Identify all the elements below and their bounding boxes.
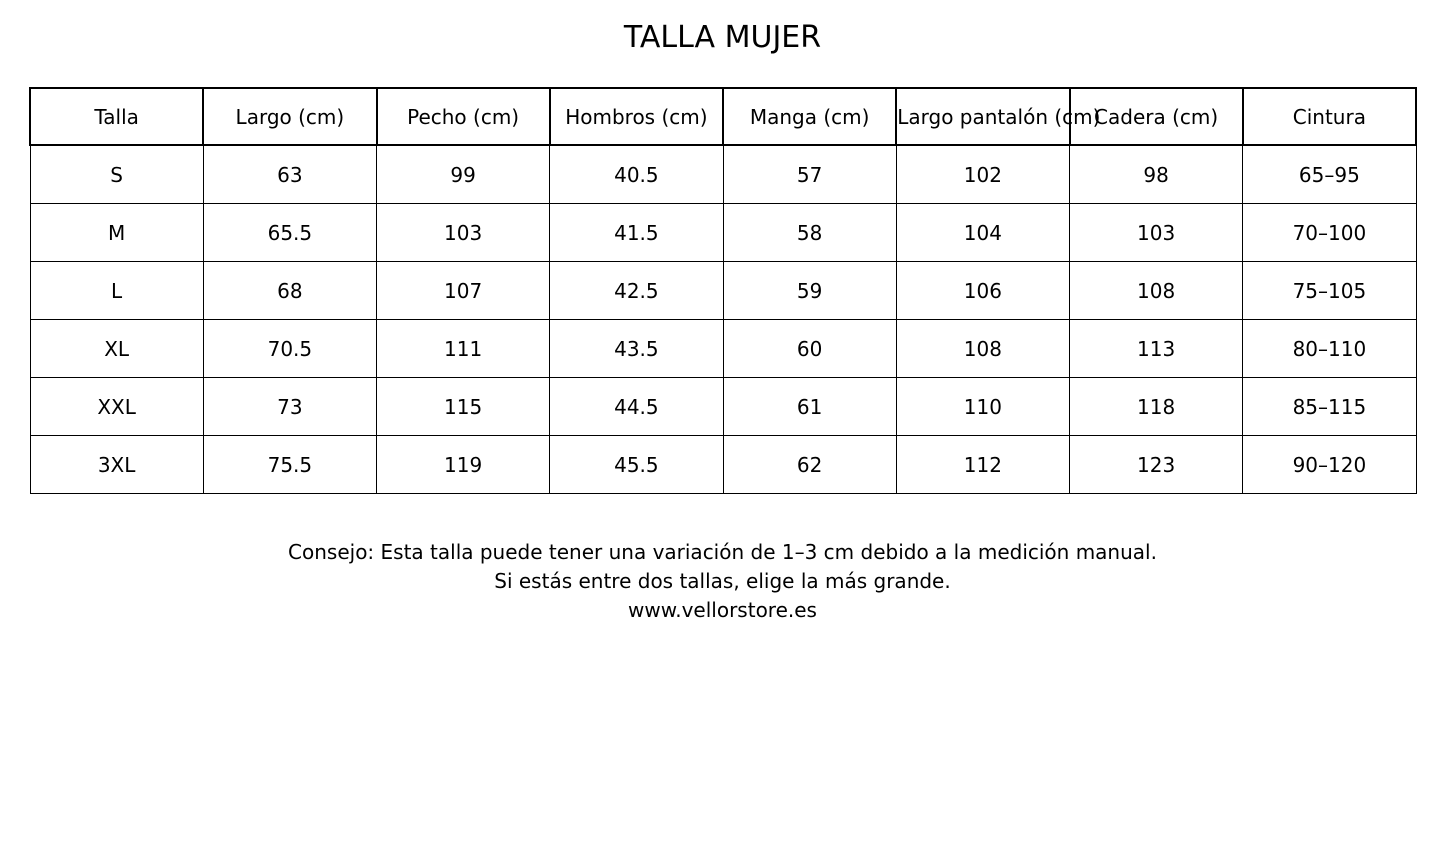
sizing-advice-text: Si estás entre dos tallas, elige la más grande. bbox=[494, 569, 951, 593]
table-header-row bbox=[30, 88, 1416, 145]
table-cell: 60 bbox=[723, 320, 896, 378]
table-cell: 112 bbox=[896, 436, 1069, 494]
table-cell: XXL bbox=[30, 378, 203, 436]
table-cell: 44.5 bbox=[550, 378, 723, 436]
table-row bbox=[30, 378, 1416, 436]
table-cell: 65–95 bbox=[1243, 145, 1416, 204]
table-cell: 65.5 bbox=[203, 204, 376, 262]
table-cell: 61 bbox=[723, 378, 896, 436]
table-cell: 57 bbox=[723, 145, 896, 204]
table-cell: 115 bbox=[377, 378, 550, 436]
table-cell: 43.5 bbox=[550, 320, 723, 378]
column-header-pecho: Pecho (cm) bbox=[377, 88, 550, 145]
table-cell: 62 bbox=[723, 436, 896, 494]
table-cell: 42.5 bbox=[550, 262, 723, 320]
page-title: TALLA MUJER bbox=[623, 20, 822, 55]
table-cell: 75–105 bbox=[1243, 262, 1416, 320]
table-cell: L bbox=[30, 262, 203, 320]
column-header-talla: Talla bbox=[30, 88, 203, 145]
table-cell: 85–115 bbox=[1243, 378, 1416, 436]
table-cell: 99 bbox=[377, 145, 550, 204]
column-header-hombros: Hombros (cm) bbox=[550, 88, 723, 145]
table-cell: 73 bbox=[203, 378, 376, 436]
table-cell: 108 bbox=[1070, 262, 1243, 320]
table-cell: 108 bbox=[896, 320, 1069, 378]
table-cell: 113 bbox=[1070, 320, 1243, 378]
table-row bbox=[30, 145, 1416, 204]
sizing-note bbox=[0, 538, 1445, 625]
table-cell: 104 bbox=[896, 204, 1069, 262]
table-cell: M bbox=[30, 204, 203, 262]
table-cell: 40.5 bbox=[550, 145, 723, 204]
table-cell: 123 bbox=[1070, 436, 1243, 494]
sizing-tip-text: Consejo: Esta talla puede tener una variación de 1–3 cm debido a la medición manual. bbox=[288, 540, 1157, 564]
table-cell: 70.5 bbox=[203, 320, 376, 378]
table-cell: 118 bbox=[1070, 378, 1243, 436]
table-cell: 110 bbox=[896, 378, 1069, 436]
table-row bbox=[30, 262, 1416, 320]
size-chart-table bbox=[29, 87, 1417, 494]
table-cell: 106 bbox=[896, 262, 1069, 320]
table-cell: 41.5 bbox=[550, 204, 723, 262]
table-cell: S bbox=[30, 145, 203, 204]
table-cell: 80–110 bbox=[1243, 320, 1416, 378]
column-header-largo-pantalon: Largo pantalón (cm) bbox=[896, 88, 1069, 145]
table-cell: 75.5 bbox=[203, 436, 376, 494]
table-cell: 70–100 bbox=[1243, 204, 1416, 262]
table-cell: 103 bbox=[1070, 204, 1243, 262]
table-cell: 107 bbox=[377, 262, 550, 320]
table-cell: 3XL bbox=[30, 436, 203, 494]
table-row bbox=[30, 320, 1416, 378]
table-cell: 98 bbox=[1070, 145, 1243, 204]
table-cell: 103 bbox=[377, 204, 550, 262]
table-cell: 111 bbox=[377, 320, 550, 378]
table-row bbox=[30, 204, 1416, 262]
table-cell: 58 bbox=[723, 204, 896, 262]
table-cell: XL bbox=[30, 320, 203, 378]
table-cell: 63 bbox=[203, 145, 376, 204]
column-header-manga: Manga (cm) bbox=[723, 88, 896, 145]
table-cell: 59 bbox=[723, 262, 896, 320]
table-row bbox=[30, 436, 1416, 494]
table-cell: 102 bbox=[896, 145, 1069, 204]
store-url-text: www.vellorstore.es bbox=[628, 598, 817, 622]
table-cell: 119 bbox=[377, 436, 550, 494]
table-cell: 90–120 bbox=[1243, 436, 1416, 494]
column-header-cadera: Cadera (cm) bbox=[1070, 88, 1243, 145]
table-cell: 68 bbox=[203, 262, 376, 320]
table-cell: 45.5 bbox=[550, 436, 723, 494]
column-header-largo: Largo (cm) bbox=[203, 88, 376, 145]
column-header-cintura: Cintura bbox=[1243, 88, 1416, 145]
